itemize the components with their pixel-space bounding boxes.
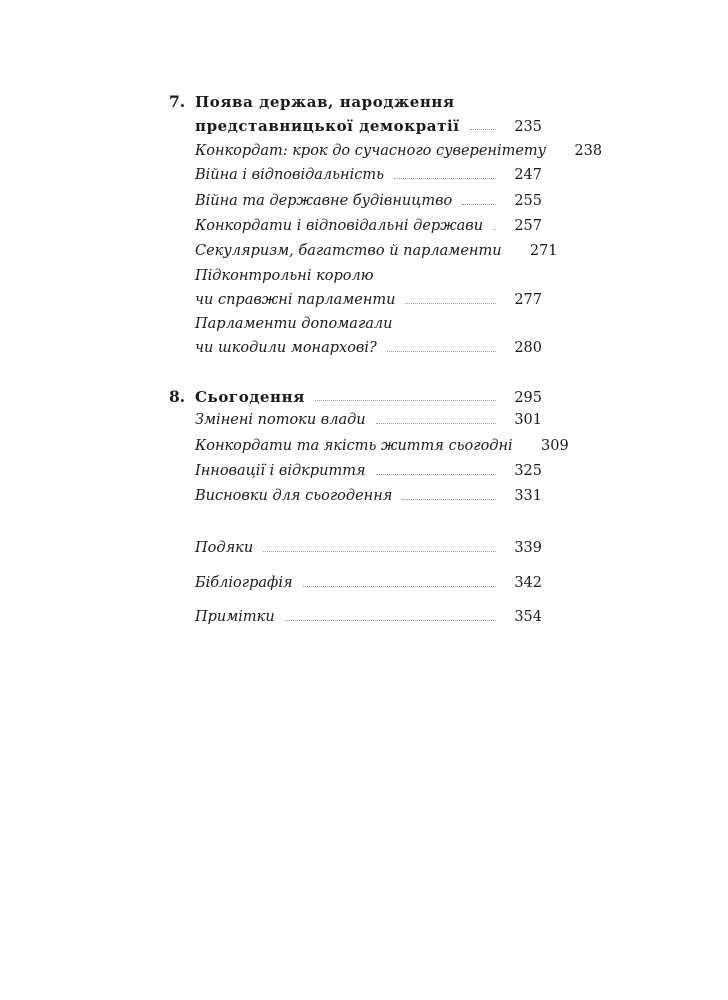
toc-entry[interactable] bbox=[195, 438, 569, 454]
dot-leader bbox=[285, 619, 496, 621]
dot-leader bbox=[376, 473, 496, 475]
section-title: Конкордати і відповідальні держави bbox=[195, 218, 484, 234]
dot-leader bbox=[493, 228, 496, 230]
page-number: 295 bbox=[514, 390, 542, 406]
section-title: Війна і відповідальність bbox=[195, 167, 385, 183]
section-title-line1: Підконтрольні королю bbox=[195, 268, 374, 284]
page-number: 255 bbox=[514, 193, 542, 209]
page-number: 235 bbox=[514, 119, 542, 135]
toc-entry-notes[interactable] bbox=[195, 609, 542, 625]
page-number: 354 bbox=[514, 609, 542, 625]
toc-entry[interactable] bbox=[195, 412, 542, 428]
dot-leader bbox=[387, 350, 496, 352]
chapter-title-line1: Поява держав, народження bbox=[195, 93, 455, 111]
chapter-title: Сьогодення bbox=[195, 388, 305, 406]
chapter-number: 8. bbox=[169, 387, 186, 406]
toc-entry[interactable] bbox=[195, 243, 558, 259]
dot-leader bbox=[394, 177, 496, 179]
section-title: Висновки для сьогодення bbox=[195, 488, 393, 504]
toc-entry[interactable] bbox=[195, 167, 542, 183]
dot-leader bbox=[405, 302, 496, 304]
toc-entry[interactable] bbox=[195, 488, 542, 504]
page-number: 247 bbox=[514, 167, 542, 183]
section-title: Бібліографія bbox=[195, 575, 293, 591]
dot-leader bbox=[376, 422, 496, 424]
page-number: 325 bbox=[514, 463, 542, 479]
section-title-line2: чи справжні парламенти bbox=[195, 292, 396, 308]
page-number: 257 bbox=[514, 218, 542, 234]
toc-entry-acknowledgements[interactable] bbox=[195, 540, 542, 556]
toc-entry[interactable] bbox=[195, 143, 603, 159]
page-number: 238 bbox=[574, 143, 603, 159]
dot-leader bbox=[470, 128, 496, 130]
page-number: 339 bbox=[514, 540, 542, 556]
page-number: 309 bbox=[541, 438, 569, 454]
section-title-line1: Парламенти допомагали bbox=[195, 316, 393, 332]
chapter-8-heading[interactable] bbox=[169, 387, 542, 406]
page-number: 301 bbox=[514, 412, 542, 428]
chapter-title-line2: представницької демократії bbox=[195, 117, 460, 135]
section-title: Змінені потоки влади bbox=[195, 412, 366, 428]
section-title: Війна та державне будівництво bbox=[195, 193, 453, 209]
section-title-line2: чи шкодили монархові? bbox=[195, 340, 377, 356]
toc-entry[interactable] bbox=[195, 193, 542, 209]
page-number: 280 bbox=[514, 340, 542, 356]
chapter-number: 7. bbox=[169, 92, 186, 111]
dot-leader bbox=[462, 203, 496, 205]
dot-leader bbox=[315, 399, 496, 401]
toc-entry-bibliography[interactable] bbox=[195, 575, 542, 591]
dot-leader bbox=[263, 550, 496, 552]
page-number: 271 bbox=[529, 243, 558, 259]
toc-entry[interactable] bbox=[195, 218, 542, 234]
page-number: 342 bbox=[514, 575, 542, 591]
section-title: Інновації і відкриття bbox=[195, 463, 366, 479]
section-title: Конкордат: крок до сучасного суверенітету bbox=[195, 143, 547, 159]
page-number: 331 bbox=[514, 488, 542, 504]
dot-leader bbox=[402, 498, 496, 500]
dot-leader bbox=[303, 585, 496, 587]
page-number: 277 bbox=[514, 292, 542, 308]
toc-entry[interactable] bbox=[195, 463, 542, 479]
section-title: Конкордати та якість життя сьогодні bbox=[195, 438, 513, 454]
section-title: Примітки bbox=[195, 609, 275, 625]
section-title: Подяки bbox=[195, 540, 254, 556]
section-title: Секуляризм, багатство й парламенти bbox=[195, 243, 502, 259]
